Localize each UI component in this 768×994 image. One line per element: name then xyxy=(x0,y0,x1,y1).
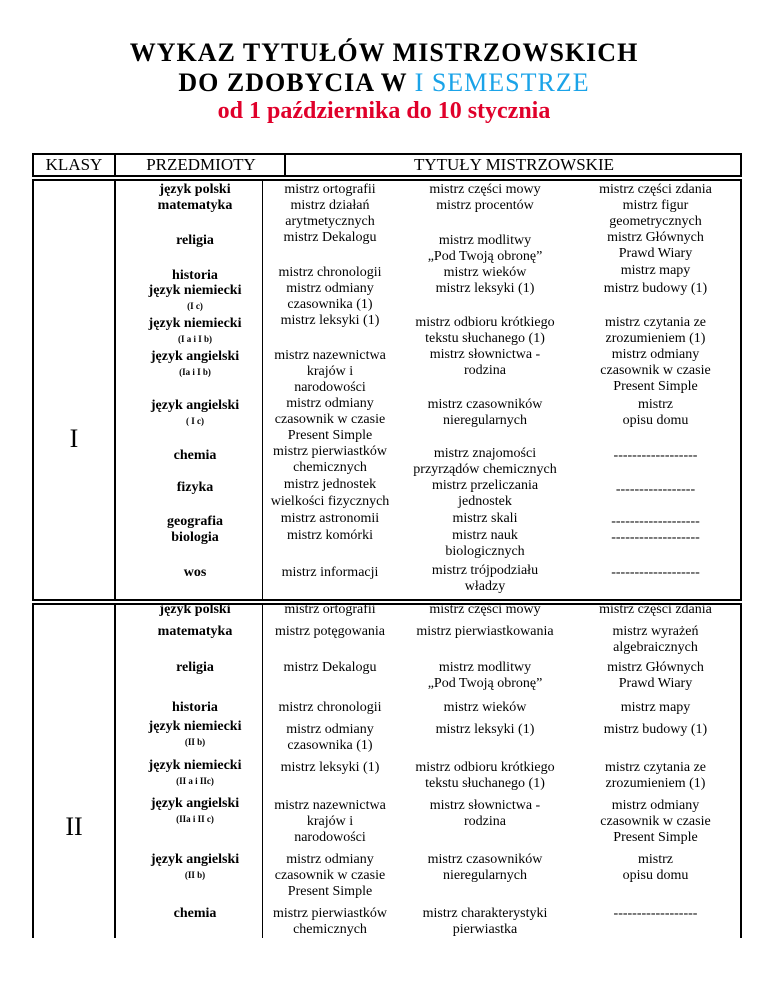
subject: biologia xyxy=(171,530,219,545)
class-label: II xyxy=(65,812,83,841)
title-cell: mistrz Dekalogu xyxy=(283,230,377,245)
title-cell: mistrz czasowników xyxy=(427,397,543,412)
title-cell: mistrz chronologii xyxy=(278,700,382,715)
title-cell: geometrycznych xyxy=(609,214,702,229)
subject-name: język angielski xyxy=(150,398,240,413)
title-cell: mistrz części zdania xyxy=(599,602,712,617)
title-cell: „Pod Twoją obronę” xyxy=(427,249,543,264)
subject-group-note: (II b) xyxy=(184,737,206,747)
title-cell: mistrz odmiany xyxy=(611,347,700,362)
subject-group-note: (II a i IIc) xyxy=(176,776,214,786)
title-cell: mistrz odmiany xyxy=(611,798,700,813)
document-date-range: od 1 października do 10 stycznia xyxy=(217,98,551,124)
title-cell: arytmetycznych xyxy=(285,214,375,229)
title-cell: mistrz odmiany xyxy=(286,396,374,411)
title-cell: Present Simple xyxy=(613,379,698,394)
title-cell: mistrz chronologii xyxy=(278,265,382,280)
title-cell: mistrz czytania ze xyxy=(604,315,707,330)
subject-group-note: ( I c) xyxy=(186,416,204,426)
title-cell: mistrz odmiany xyxy=(286,722,374,737)
title-cell: mistrz Głównych xyxy=(607,230,704,245)
subject: historia xyxy=(172,700,218,715)
header-klasy: KLASY xyxy=(45,155,103,174)
subject: religia xyxy=(176,233,214,248)
title-cell: czasownik w czasie xyxy=(274,412,386,427)
title-cell: mistrz odbioru krótkiego xyxy=(415,760,555,775)
subject-name: język niemiecki xyxy=(148,316,242,331)
title-cell: mistrz działań xyxy=(290,198,370,213)
title-cell: mistrz leksyki (1) xyxy=(280,760,380,775)
title-cell: biologicznych xyxy=(445,544,525,559)
subject-name: język niemiecki xyxy=(148,719,242,734)
title-cell: czasownika (1) xyxy=(287,297,373,312)
title-cell: tekstu słuchanego (1) xyxy=(425,331,545,346)
title-cell: zrozumieniem (1) xyxy=(605,776,706,791)
title-cell: władzy xyxy=(464,579,506,594)
subject: wos xyxy=(183,565,207,580)
title-cell: czasownika (1) xyxy=(287,738,373,753)
title-cell: chemicznych xyxy=(293,460,367,475)
title-cell: tekstu słuchanego (1) xyxy=(425,776,545,791)
title-cell: zrozumieniem (1) xyxy=(605,331,706,346)
title-cell: mistrz czasowników xyxy=(427,852,543,867)
subject: religia xyxy=(176,660,214,675)
title-cell: krajów i xyxy=(306,364,354,379)
subject xyxy=(118,398,272,427)
title-cell: mistrz leksyki (1) xyxy=(435,281,535,296)
title-cell: mistrz czytania ze xyxy=(604,760,707,775)
title-cell: ------------------- xyxy=(611,565,700,580)
title-cell: wielkości fizycznych xyxy=(270,494,390,509)
title-prefix: DO ZDOBYCIA W xyxy=(178,68,408,97)
title-cell: mistrz xyxy=(638,852,673,867)
title-cell: mistrz części zdania xyxy=(599,182,712,197)
subject: historia xyxy=(172,268,218,283)
title-cell: Prawd Wiary xyxy=(618,676,693,691)
title-cell: opisu domu xyxy=(622,868,689,883)
subject: chemia xyxy=(173,448,217,463)
title-cell: czasownik w czasie xyxy=(274,868,386,883)
subject-group-note: (I a i I b) xyxy=(177,334,212,344)
title-semester-highlight: I SEMESTRZE xyxy=(414,68,590,97)
subject xyxy=(118,758,272,787)
subject: matematyka xyxy=(157,198,233,213)
title-cell: mistrz leksyki (1) xyxy=(280,313,380,328)
column-divider xyxy=(114,181,116,599)
title-cell: mistrz komórki xyxy=(287,528,373,543)
document-title-line1: WYKAZ TYTUŁÓW MISTRZOWSKICH xyxy=(129,38,639,67)
subject-group-note: (II b) xyxy=(184,870,206,880)
header-tytuly: TYTUŁY MISTRZOWSKIE xyxy=(284,155,742,175)
title-cell: rodzina xyxy=(464,814,506,829)
class-label: I xyxy=(69,424,79,453)
subject-group-note: (IIa i II c) xyxy=(176,814,214,824)
title-cell: mistrz potęgowania xyxy=(274,624,386,639)
title-cell: jednostek xyxy=(458,494,512,509)
subject xyxy=(118,316,272,345)
title-cell: narodowości xyxy=(294,830,366,845)
title-cell: mistrz wieków xyxy=(443,700,527,715)
title-cell: mistrz pierwiastków xyxy=(273,906,387,921)
title-cell: rodzina xyxy=(464,363,506,378)
subject: matematyka xyxy=(157,624,233,639)
title-cell: mistrz nazewnictwa xyxy=(274,798,386,813)
subject-name: język niemiecki xyxy=(148,283,242,298)
title-cell: mistrz znajomości xyxy=(433,446,537,461)
title-cell: algebraicznych xyxy=(613,640,698,655)
title-cell: mistrz nauk xyxy=(452,528,518,543)
title-cell: mistrz części mowy xyxy=(429,602,541,617)
title-cell: mistrz trójpodziału xyxy=(431,563,539,578)
subject: fizyka xyxy=(176,480,214,495)
title-cell: opisu domu xyxy=(622,413,689,428)
title-cell: mistrz wyrażeń xyxy=(612,624,699,639)
title-cell: mistrz przeliczania xyxy=(431,478,539,493)
title-cell: mistrz budowy (1) xyxy=(603,722,708,737)
title-cell: mistrz mapy xyxy=(620,263,691,278)
document-title-line2 xyxy=(0,68,768,98)
title-cell: mistrz odbioru krótkiego xyxy=(415,315,555,330)
title-cell: mistrz procentów xyxy=(436,198,534,213)
title-cell: ----------------- xyxy=(615,482,696,497)
title-cell: mistrz mapy xyxy=(620,700,691,715)
title-cell: chemicznych xyxy=(293,922,367,937)
title-cell: krajów i xyxy=(306,814,354,829)
title-cell: mistrz odmiany xyxy=(286,852,374,867)
subject xyxy=(118,852,272,881)
title-cell: mistrz ortografii xyxy=(284,182,376,197)
title-cell: ------------------- xyxy=(611,514,700,529)
title-cell: mistrz słownictwa - xyxy=(429,347,541,362)
subject xyxy=(118,796,272,825)
title-cell: mistrz odmiany xyxy=(286,281,374,296)
title-cell: mistrz skali xyxy=(452,511,518,526)
subject-name: język angielski xyxy=(150,796,240,811)
title-cell: Prawd Wiary xyxy=(618,246,693,261)
title-cell: mistrz pierwiastków xyxy=(273,444,387,459)
subject: chemia xyxy=(173,906,217,921)
subject-name: język niemiecki xyxy=(148,758,242,773)
title-cell: mistrz modlitwy xyxy=(438,660,532,675)
title-cell: ------------------ xyxy=(613,448,698,463)
title-cell: mistrz słownictwa - xyxy=(429,798,541,813)
subject xyxy=(118,349,272,378)
title-cell: przyrządów chemicznych xyxy=(413,462,557,477)
title-cell: mistrz modlitwy xyxy=(438,233,532,248)
title-cell: „Pod Twoją obronę” xyxy=(427,676,543,691)
title-cell: czasownik w czasie xyxy=(600,814,711,829)
title-cell: mistrz wieków xyxy=(443,265,527,280)
title-cell: ------------------ xyxy=(613,906,698,921)
subject: język polski xyxy=(159,182,231,197)
header-przedmioty: PRZEDMIOTY xyxy=(114,155,286,175)
title-cell: ------------------- xyxy=(611,530,700,545)
title-cell: mistrz informacji xyxy=(281,565,379,580)
title-cell: nieregularnych xyxy=(443,868,527,883)
column-divider xyxy=(114,605,116,938)
subject-group-note: (I c) xyxy=(187,301,203,311)
title-cell: mistrz pierwiastkowania xyxy=(416,624,554,639)
subject xyxy=(118,719,272,748)
title-cell: Present Simple xyxy=(613,830,698,845)
title-cell: mistrz części mowy xyxy=(429,182,541,197)
subject-name: język angielski xyxy=(150,852,240,867)
title-cell: pierwiastka xyxy=(452,922,518,937)
title-cell: mistrz ortografii xyxy=(284,602,376,617)
subject xyxy=(118,283,272,312)
table-header xyxy=(32,153,742,177)
title-cell: mistrz leksyki (1) xyxy=(435,722,535,737)
title-cell: Present Simple xyxy=(287,428,373,443)
title-cell: mistrz nazewnictwa xyxy=(274,348,386,363)
subject-name: język angielski xyxy=(150,349,240,364)
title-cell: mistrz Dekalogu xyxy=(283,660,377,675)
title-cell: mistrz jednostek xyxy=(283,477,377,492)
subject-group-note: (Ia i I b) xyxy=(179,367,211,377)
title-cell: nieregularnych xyxy=(443,413,527,428)
title-cell: mistrz charakterystyki xyxy=(422,906,548,921)
subject: język polski xyxy=(159,602,231,617)
title-cell: mistrz xyxy=(638,397,673,412)
title-cell: mistrz budowy (1) xyxy=(603,281,708,296)
title-cell: mistrz figur xyxy=(622,198,689,213)
title-cell: mistrz astronomii xyxy=(280,511,380,526)
title-cell: mistrz Głównych xyxy=(607,660,704,675)
title-cell: Present Simple xyxy=(287,884,373,899)
subject: geografia xyxy=(167,514,223,529)
title-cell: czasownik w czasie xyxy=(600,363,711,378)
title-cell: narodowości xyxy=(294,380,366,395)
